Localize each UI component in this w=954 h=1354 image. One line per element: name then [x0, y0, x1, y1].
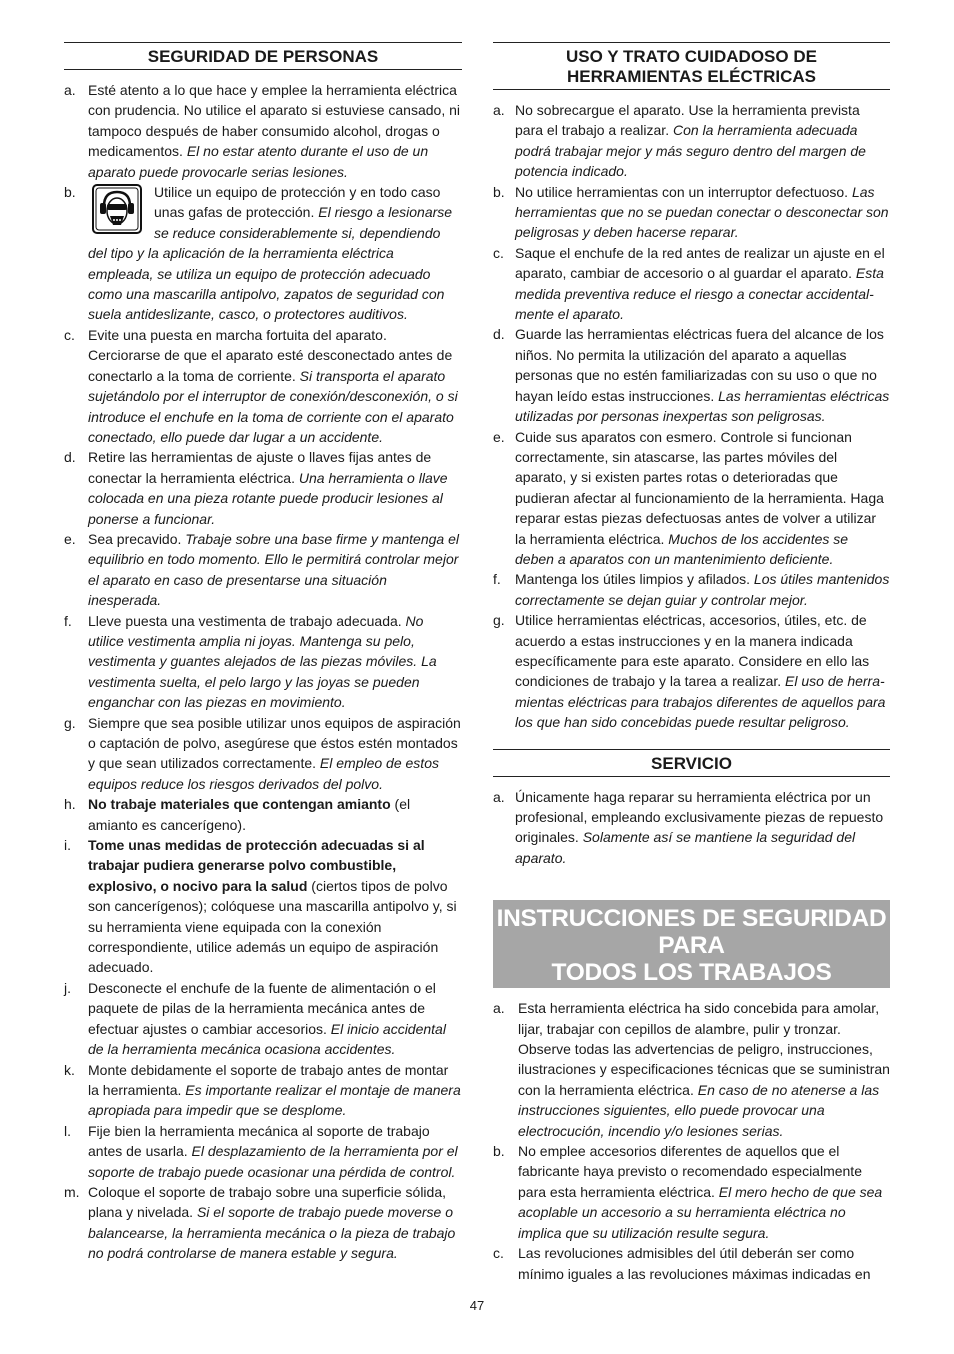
list-item: e. Cuide sus aparatos con esmero. Controle si funcionan correctamente, sin atascarse, las partes móviles del aparato, y si existen partes rotas o deterioradas que pudieran afectar al funcionamiento de la herramienta. Haga reparar estas piezas defectuosas antes de volver a utilizar la herramienta eléctrica. Muchos de los accidentes se deben a aparatos con un mantenimiento deficiente. [493, 427, 890, 570]
item-marker: d. [493, 326, 505, 343]
item-marker: k. [64, 1061, 75, 1078]
list-item: d. Guarde las herramientas eléctricas fuera del alcance de los niños. No permita la utilización del aparato a aquellas personas que no estén familiarizadas con su uso o que no hayan leído estas instrucciones. Las herramientas eléctricas utilizadas por personas inexpertas son peligrosas. [493, 324, 890, 426]
list-item: m. Coloque el soporte de trabajo sobre una superficie sólida, plana y nivelada. Si el soporte de trabajo puede moverse o balancearse, la herramienta mecánica o la pieza de trabajo no podrá controlarse de manera estable y segura. [64, 1182, 462, 1264]
list-item: l. Fije bien la herramienta mecánica al soporte de trabajo antes de usarla. El desplazamiento de la herramienta por el soporte de trabajo puede ocasionar una pérdida de control. [64, 1121, 462, 1182]
list-item: a. No sobrecargue el aparato. Use la herramienta prevista para el trabajo a realizar. Con la herramienta adecuada podrá trabajar mejor y más seguro dentro del margen de potencia indicado. [493, 100, 890, 182]
item-marker: c. [493, 1245, 504, 1262]
item-marker: b. [493, 183, 505, 200]
item-marker: e. [493, 428, 505, 445]
page-number: 47 [469, 1298, 485, 1313]
list-item: g. Utilice herramientas eléctricas, accesorios, útiles, etc. de acuerdo a estas instrucciones y en la manera indicada específicamente para este aparato. Considere en ello las condiciones de trabajo y la tarea a realizar. El uso de herra-mientas eléctricas para trabajos diferentes de aquellos para los que han sido concebidas puede resultar peligroso. [493, 610, 890, 732]
item-marker: c. [493, 244, 504, 261]
item-marker: g. [64, 714, 76, 731]
list-item: h. No trabaje materiales que contengan amianto (el amianto es cancerígeno). [64, 794, 462, 835]
list-item: a. Esta herramienta eléctrica ha sido concebida para amolar, lijar, trabajar con cepillos de alambre, pulir y tronzar. Observe todas las advertencias de peligro, instrucciones, ilustraciones y especificaciones técnicas que se suministran con la herramienta eléctrica. En caso de no atenerse a las instrucciones siguientes, ello puede provocar una electrocución, incendio y/o lesiones serias. [493, 998, 890, 1141]
item-marker: a. [493, 1000, 505, 1017]
section-heading-seguridad-personas: SEGURIDAD DE PERSONAS [64, 42, 462, 70]
item-marker: e. [64, 530, 76, 547]
item-marker: m. [64, 1183, 80, 1200]
list-item: b. No utilice herramientas con un interruptor defectuoso. Las herramientas que no se puedan conectar o desconectar son peligrosas y deben hacerse reparar. [493, 182, 890, 243]
list-item: i. Tome unas medidas de protección adecuadas si al trabajar pudiera generarse polvo combustible, explosivo, o nocivo para la salud (ciertos tipos de polvo son cancerígenos); colóquese una mascarilla antipolvo y, si su herramienta viene equipada con la conexión correspondiente, utilice además un equipo de aspiración adecuado. [64, 835, 462, 978]
right-column [493, 42, 890, 1284]
banner-instrucciones-seguridad: INSTRUCCIONES DE SEGURIDAD PARA TODOS LOS TRABAJOS [493, 900, 890, 988]
list-item: b. No emplee accesorios diferentes de aquellos que el fabricante haya previsto o recomendado especialmente para esta herramienta eléctrica. El mero hecho de que sea acoplable un accesorio a su herramienta eléctrica no implica que su utilización resulte segura. [493, 1141, 890, 1243]
item-marker: b. [493, 1143, 505, 1160]
list-item: c. Las revoluciones admisibles del útil deberán ser como mínimo iguales a las revoluciones máximas indicadas en [493, 1243, 890, 1284]
item-marker: i. [64, 837, 71, 854]
section-heading-uso-trato: USO Y TRATO CUIDADOSO DE HERRAMIENTAS ELÉCTRICAS [493, 42, 890, 90]
section-heading-servicio: SERVICIO [493, 749, 890, 777]
item-marker: f. [64, 612, 72, 629]
item-marker: l. [64, 1122, 71, 1139]
list-item: e. Sea precavido. Trabaje sobre una base firme y mantenga el equilibrio en todo momento. Ello le permitirá controlar mejor el aparato en caso de presentarse una situación inesperada. [64, 529, 462, 611]
item-marker: h. [64, 796, 76, 813]
list-item: j. Desconecte el enchufe de la fuente de alimentación o el paquete de pilas de la herramienta mecánica antes de efectuar ajustes o cambiar accesorios. El inicio accidental de la herramienta mecánica ocasiona accidentes. [64, 978, 462, 1060]
safety-gear-icon [92, 184, 142, 234]
item-marker: d. [64, 449, 76, 466]
list-item: a. Esté atento a lo que hace y emplee la herramienta eléctrica con prudencia. No utilice el aparato si estuviese cansado, ni tampoco después de haber consumido alcohol, drogas o medicamentos. El no estar atento durante el uso de un aparato puede provocarle serias lesiones. [64, 80, 462, 182]
left-column [64, 42, 462, 1264]
item-marker: a. [493, 102, 505, 118]
list-item: g. Siempre que sea posible utilizar unos equipos de aspiración o captación de polvo, asegúrese que éstos estén montados y que sean utilizados correctamente. El empleo de estos equipos reduce los riesgos derivados del polvo. [64, 713, 462, 795]
list-item: k. Monte debidamente el soporte de trabajo antes de montar la herramienta. Es importante realizar el montaje de manera apropiada para impedir que se desplome. [64, 1060, 462, 1121]
list-item: d. Retire las herramientas de ajuste o llaves fijas antes de conectar la herramienta eléctrica. Una herramienta o llave colocada en una pieza rotante puede producir lesiones al ponerse a funcionar. [64, 447, 462, 529]
list-item: c. Saque el enchufe de la red antes de realizar un ajuste en el aparato, cambiar de accesorio o al guardar el aparato. Esta medida preventiva reduce el riesgo a conectar accidental-mente el aparato. [493, 243, 890, 325]
item-marker: c. [64, 326, 75, 343]
item-marker: j. [64, 979, 71, 996]
list-item: f. Lleve puesta una vestimenta de trabajo adecuada. No utilice vestimenta amplia ni joyas. Mantenga su pelo, vestimenta y guantes alejados de las piezas móviles. La vestimenta suelta, el pelo largo y las joyas se pueden enganchar con las piezas en movimiento. [64, 611, 462, 713]
item-marker: b. [64, 184, 76, 201]
list-item: c. Evite una puesta en marcha fortuita del aparato. Cerciorarse de que el aparato esté desconectado antes de conectarlo a la toma de corriente. Si transporta el aparato sujetándolo por el interruptor de conexión/desconexión, o si introduce el enchufe en la toma de corriente con el aparato conectado, ello puede dar lugar a un accidente. [64, 325, 462, 447]
item-marker: f. [493, 571, 501, 588]
item-marker: a. [493, 788, 505, 805]
list-item: a. Únicamente haga reparar su herramienta eléctrica por un profesional, empleando exclusivamente piezas de repuesto originales. Solamente así se mantiene la seguridad del aparato. [493, 787, 890, 869]
item-marker: a. [64, 82, 76, 98]
item-marker: g. [493, 612, 505, 629]
list-item: f. Mantenga los útiles limpios y afilados. Los útiles mantenidos correctamente se dejan guiar y controlar mejor. [493, 569, 890, 610]
list-item: b. Utilice un equipo de protección y en todo caso unas gafas de protección. El riesgo a lesionarse se reduce considerablemente si, dependiendo del tipo y la aplicación de la herramienta eléctrica empleada, se utiliza un equipo de protección adecuado como una mascarilla antipolvo, zapatos de seguridad con suela antideslizante, casco, o protectores auditivos. [64, 182, 462, 325]
